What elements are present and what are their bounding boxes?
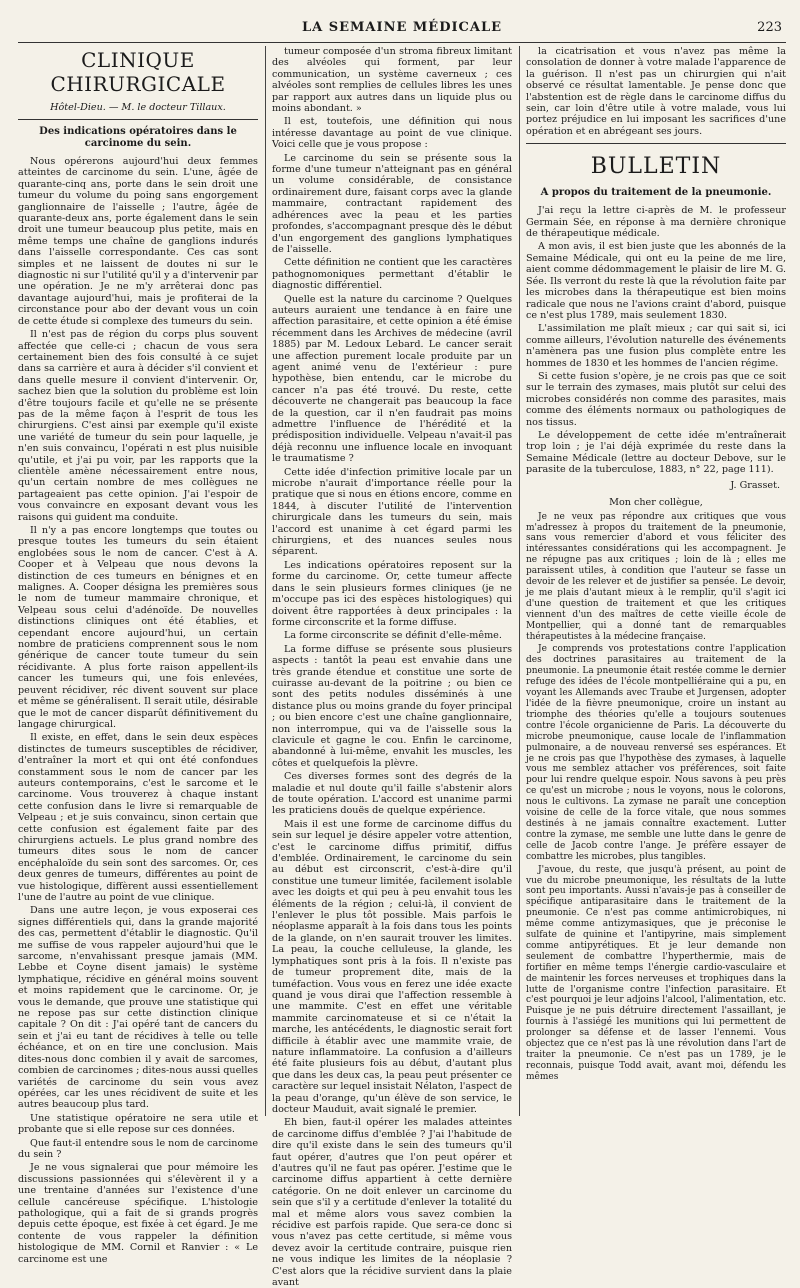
paragraph: Que faut-il entendre sous le nom de carcinome du sein ? <box>18 1137 258 1160</box>
bulletin-title: BULLETIN <box>590 154 722 180</box>
paragraph: tumeur composée d'un stroma fibreux limitant des alvéoles qui forment, par leur communication, un système caverneux ; ces alvéoles sont remplies de cellules libres les unes par rapport aux autres dans un liquide plus ou moins abondant. » <box>272 46 512 115</box>
paragraph: Il existe, en effet, dans le sein deux espèces distinctes de tumeurs susceptibles de récidiver, d'entraîner la mort et qui ont été confondues constamment sous le nom de cancer par les auteurs contemporains, c'est le sarcome et le carcinome. Vous trouverez à chaque instant cette confusion dans le livre si remarquable de Velpeau ; et je suis convaincu, sinon certain que cette confusion est également faite par des chirurgiens actuels. Le plus grand nombre des tumeurs dites sous le nom de cancer encéphaloïde du sein sont des sarcomes. Or, ces deux genres de tumeurs, différentes au point de vue histologique, diffèrent aussi essentiellement l'une de l'autre au point de vue clinique. <box>18 732 258 903</box>
paragraph: Cette définition ne contient que les caractères pathognomoniques permettant d'établir le diagnostic différentiel. <box>272 257 512 292</box>
paragraph: Quelle est la nature du carcinome ? Quelques auteurs auraient une tendance à en faire une affection parasitaire, et cette opinion a été émise récemment dans les Archives de médecine (avril 1885) par M. Ledoux Lebard. Le cancer serait une affection purement locale produite par un agent animé venu de l'extérieur : pure hypothèse, bien entendu, car le microbe du cancer n'a pas été trouvé. Du reste, cette découverte ne changerait pas beaucoup la face de la question, car il n'en faudrait pas moins admettre l'influence de l'hérédité et la prédisposition individuelle. Velpeau n'avait-il pas déjà reconnu une influence locale en invoquant le traumatisme ? <box>272 293 512 465</box>
column-1 <box>18 46 258 1265</box>
paragraph: Dans une autre leçon, je vous exposerai ces signes différentiels qui, dans la grande majorité des cas, permettent d'établir le diagnostic. Qu'il me suffise de vous rappeler aujourd'hui que le sarcome, n'envahissant presque jamais (MM. Lebbe et Coyne disent jamais) le système lymphatique, récidive en général moins souvent et moins rapidement que le carcinome. Or, je vous le demande, que prouve une statistique qui ne repose pas sur cette distinction clinique capitale ? On dit : J'ai opéré tant de cancers du sein et j'ai eu tant de récidives à telle ou telle échéance, et on en tire une conclusion. Mais dites-nous donc combien il y avait de sarcomes, combien de carcinomes ; dites-nous aussi quelles variétés de carcinome du sein vous avez opérées, car les unes récidivent de suite et les autres beaucoup plus tard. <box>18 905 258 1111</box>
signature: J. Grasset. <box>730 479 780 491</box>
section-title: CLINIQUE CHIRURGICALE <box>50 48 226 96</box>
paragraph: Je comprends vos protestations contre l'application des doctrines parasitaires au traitement de la pneumonie. La pneumonie était restée comme le dernier refuge des idées de l'école montpelliéraine qui a pu, en voyant les Allemands avec Traube et Jurgensen, adopter l'idée de la fièvre pneumonique, croire un instant au triomphe des théories qu'elle a toujours soutenues contre l'école organicienne de Paris. La découverte du microbe pneumonique, cause locale de l'inflammation pulmonaire, a de nouveau renversé ses espérances. Et je ne crois pas que l'hypothèse des zymases, à laquelle vous me semblez attacher vos préférences, soit faite pour lui rendre quelque espoir. Nous savons à peu près ce qu'est un microbe ; nous le voyons, nous le colorons, nous le cultivons. La zymase ne paraît une conception voisine de celle de la force vitale, que nous sommes destinés à ne jamais connaître exactement. Lutter contre la zymase, me semble une lutte dans le genre de celle de Jacob contre l'ange. Je préfère essayer de combattre les microbes, plus tangibles. <box>526 644 786 862</box>
paragraph: La forme circonscrite se définit d'elle-même. <box>284 630 502 642</box>
divider <box>526 143 786 144</box>
paragraph: Nous opérerons aujourd'hui deux femmes atteintes de carcinome du sein. L'une, âgée de quarante-cinq ans, porte dans le sein droit une tumeur du volume du poing sans engorgement ganglionnaire de l'aisselle ; l'autre, âgée de quarante-deux ans, porte également dans le sein droit une tumeur beaucoup plus petite, mais en même temps une chaîne de ganglions indurés dans l'aisselle correspondante. Ces cas sont simples et ne laissent de doutes ni sur le diagnostic ni sur l'utilité qu'il y a d'intervenir par une opération. Je ne m'y arrêterai donc pas davantage aujourd'hui, mais je profiterai de la circonstance pour abo der devant vous un coin de cette étude si complexe des tumeurs du sein. <box>18 156 258 327</box>
paragraph: A mon avis, il est bien juste que les abonnés de la Semaine Médicale, qui ont eu la peine de me lire, aient comme dédommagement le plaisir de lire M. G. Sée. Ils verront du reste là que la révolution faite par les microbes dans la thérapeutique est bien moins radicale que nous ne l'avions craint d'abord, puisque ce n'est plus 1789, mais seulement 1830. <box>526 241 786 321</box>
divider <box>18 119 258 120</box>
paragraph: Il n'y a pas encore longtemps que toutes ou presque toutes les tumeurs du sein étaient englobées sous le nom de cancer. C'est à A. Cooper et à Velpeau que nous devons la distinction de ces tumeurs en bénignes et en malignes. A. Cooper désigna les premières sous le nom de tumeur mammaire chronique, et Velpeau sous celui d'adénoïde. De nouvelles distinctions cliniques ont été établies, et cependant encore aujourd'hui, un certain nombre de praticiens comprennent sous le nom générique de cancer toute tumeur du sein récidivante. A plus forte raison appellent-ils cancer les tumeurs qui, une fois enlevées, peuvent récidiver, réc divent souvent sur place et même se généralisent. Il serait utile, désirable que le mot de cancer disparût définitivement du langage chirurgical. <box>18 525 258 730</box>
letter-body <box>526 512 786 1083</box>
running-header <box>18 16 786 43</box>
letter-greeting: Mon cher collègue, <box>609 496 703 508</box>
paragraph: L'assimilation me plaît mieux ; car qui sait si, ici comme ailleurs, l'évolution naturelle des événements n'amènera pas une fusion plus complète entre les hommes de 1830 et les hommes de l'ancien régime. <box>526 323 786 369</box>
paragraph: Il est, toutefois, une définition qui nous intéresse davantage au point de vue clinique. Voici celle que je vous propose : <box>272 116 512 151</box>
paragraph: Je ne vous signalerai que pour mémoire les discussions passionnées qui s'élevèrent il y a une trentaine d'années sur l'existence d'une cellule cancéreuse spécifique. L'histologie pathologique, qui a fait de si grands progrès depuis cette époque, est fixée à cet égard. Je me contente de vous rappeler la définition histologique de MM. Cornil et Ranvier : « Le carcinome est une <box>18 1162 258 1265</box>
bulletin-subtitle: A propos du traitement de la pneumonie. <box>540 187 772 199</box>
column-2 <box>272 46 512 1288</box>
column-divider <box>519 46 520 1116</box>
byline: Hôtel-Dieu. — M. le docteur Tillaux. <box>50 102 226 113</box>
paragraph: Les indications opératoires reposent sur la forme du carcinome. Or, cette tumeur affecte dans le sein plusieurs formes cliniques (je ne m'occupe pas ici des espèces histologiques) qui doivent être rapportées à deux principales : la forme circonscrite et la forme diffuse. <box>272 559 512 628</box>
paragraph: Ces diverses formes sont des degrés de la maladie et nul doute qu'il faille s'abstenir alors de toute opération. L'accord est unanime parmi les praticiens douës de quelque expérience. <box>272 771 512 817</box>
paragraph: J'avoue, du reste, que jusqu'à présent, au point de vue du microbe pneumonique, les résultats de la lutte sont peu importants. Aussi n'avais-je pas à conseiller de spécifique antiparasitaire dans le traitement de la pneumonie. Ce n'est pas comme antimicrobiques, ni même comme antizymasiques, que je préconise le sulfate de quinine et l'antipyrine, mais simplement comme antipyrétiques. Et je leur demande non seulement de combattre l'hyperthermie, mais de fortifier en même temps l'énergie cardio-vasculaire et de maintenir les forces nerveuses et trophiques dans la lutte de l'organisme contre l'infection parasitaire. Et c'est pourquoi je leur adjoins l'alcool, l'alimentation, etc. Puisque je ne puis détruire directement l'assaillant, je fournis à l'assiégé les munitions qui lui permettent de prolonger sa défense et de lasser l'ennemi. Vous objectez que ce n'est pas là une révolution dans l'art de traiter la pneumonie. Ce n'est pas un 1789, je le reconnais, puisque Todd avait, avant moi, défendu les mêmes <box>526 864 786 1082</box>
article-subtitle: Des indications opératoires dans le carcinome du sein. <box>39 126 237 149</box>
paragraph: Si cette fusion s'opère, je ne crois pas que ce soit sur le terrain des zymases, mais plutôt sur celui des microbes considérés non comme des parasites, mais comme des éléments normaux ou pathologiques de nos tissus. <box>526 370 786 428</box>
paragraph: J'ai reçu la lettre ci-après de M. le professeur Germain Sée, en réponse à ma dernière chronique de thérapeutique médicale. <box>526 205 786 240</box>
article-columns <box>18 46 786 1288</box>
journal-title: LA SEMAINE MÉDICALE <box>301 20 503 35</box>
paragraph: la cicatrisation et vous n'avez pas même la consolation de donner à votre malade l'apparence de la guérison. Il n'est pas un chirurgien qui n'ait observé ce résultat lamentable. Je pense donc que l'abstention est de règle dans le carcinome diffus du sein, car loin d'être utile à votre malade, vous lui portez préjudice en lui imposant les sacrifices d'une opération et en abrégeant ses jours. <box>526 46 786 137</box>
paragraph: Mais il est une forme de carcinome diffus du sein sur lequel je désire appeler votre attention, c'est le carcinome diffus primitif, diffus d'emblée. Ordinairement, le carcinome du sein au début est circonscrit, c'est-à-dire qu'il constitue une tumeur limitée, facilement isolable avec les doigts et qui peu à peu envahit tous les éléments de la région ; celui-là, il convient de l'enlever le plus tôt possible. Mais parfois le néoplasme apparaît à la fois dans tous les points de la glande, on n'en saurait trouver les limites. La peau, la couche celluleuse, la glande, les lymphatiques sont pris à la fois. Il n'existe pas de tumeur proprement dite, mais de la tuméfaction. Vous vous en ferez une idée exacte quand je vous dirai que l'affection ressemble à une mammite. C'est en effet une véritable mammite carcinomateuse et si ce n'était la marche, les antécédents, le diagnostic serait fort difficile à établir avec une mammite vraie, de nature inflammatoire. La confusion a d'ailleurs été faite plusieurs fois au début, d'autant plus que dans les deux cas, la peau peut présenter ce caractère sur lequel insistait Nélaton, l'aspect de la peau d'orange, qu'un élève de son service, le docteur Mauduit, avait signalé le premier. <box>272 818 512 1115</box>
paragraph: Il n'est pas de région du corps plus souvent affectée que celle-ci ; chacun de vous sera certainement bien des fois consulté à ce sujet dans sa carrière et aura à décider s'il convient et dans quelle mesure il convient d'intervenir. Or, sachez bien que la solution du problème est loin d'être toujours facile et qu'elle ne se présente pas de la même façon à l'esprit de tous les chirurgiens. C'est ainsi par exemple qu'il existe une variété de tumeur du sein pour laquelle, je n'en suis convaincu, l'opérati n est plus nuisible qu'utile, et j'ai pu voir, par les rapports que la clientèle amène nécessairement entre nous, qu'un certain nombre de mes collègues ne partageaient pas cette opinion. J'ai l'espoir de vous convaincre en exposant devant vous les raisons qui guident ma conduite. <box>18 329 258 523</box>
paragraph: Le carcinome du sein se présente sous la forme d'une tumeur n'atteignant pas en général un volume considérable, de consistance ordinairement dure, faisant corps avec la glande mammaire, contractant rapidement des adhérences avec la peau et les parties profondes, s'accompagnant presque dès le début d'un engorgement des ganglions lymphatiques de l'aisselle. <box>272 152 512 255</box>
paragraph: Une statistique opératoire ne sera utile et probante que si elle repose sur ces données. <box>18 1112 258 1136</box>
paragraph: Je ne veux pas répondre aux critiques que vous m'adressez à propos du traitement de la pneumonie, sans vous remercier d'abord et vous féliciter des intéressantes considérations qui les accompagnent. Je ne répugne pas aux critiques ; loin de là ; elles me paraissent utiles, à condition que l'auteur se fasse un devoir de les relever et de justifier sa pensée. Le devoir, je me plais d'autant mieux à le remplir, qu'il s'agit ici d'une question de traitement et que les critiques viennent d'un des maîtres de cette vieille école de Montpellier, qui a donné tant de remarquables thérapeutistes à la médecine française. <box>526 511 786 642</box>
paragraph: La forme diffuse se présente sous plusieurs aspects : tantôt la peau est envahie dans une très grande étendue et constitue une sorte de cuirasse au-devant de la poitrine ; ou bien ce sont des petits nodules disséminés à une distance plus ou moins grande du foyer principal ; ou bien encore c'est une chaîne ganglionnaire, non interrompue, qui va de l'aisselle sous la clavicule et gagne le cou. Enfin le carcinome, abandonné à lui-même, envahit les muscles, les côtes et quelquefois la plèvre. <box>272 643 512 769</box>
paragraph: Eh bien, faut-il opérer les malades atteintes de carcinome diffus d'emblée ? J'ai l'habitude de dire qu'il existe dans le sein des tumeurs qu'il faut opérer, d'autres que l'on peut opérer et d'autres qu'il ne faut pas opérer. J'estime que le carcinome diffus appartient à cette dernière catégorie. On ne doit enlever un carcinome du sein que s'il y a certitude d'enlever la totalité du mal et même alors vous savez combien la récidive est parfois rapide. Que sera-ce donc si vous n'avez pas cette certitude, si même vous devez avoir la certitude contraire, puisque rien ne vous indique les limites de la néoplasie ? C'est alors que la récidive survient dans la plaie avant <box>272 1117 512 1288</box>
page-number: 223 <box>757 20 782 35</box>
column-divider <box>265 46 266 1116</box>
paragraph: Cette idée d'infection primitive locale par un microbe n'aurait d'importance réelle pour la pratique que si nous en étions encore, comme en 1844, à discuter l'utilité de l'intervention chirurgicale dans les tumeurs du sein, mais l'accord est unanime à cet égard parmi les chirurgiens, et des nuances seules nous séparent. <box>272 466 512 558</box>
journal-page <box>18 16 786 1288</box>
column-3 <box>526 46 786 1116</box>
paragraph: Le développement de cette idée m'entraînerait trop loin ; je l'ai déjà exprimée du reste dans la Semaine Médicale (lettre au docteur Debove, sur le parasite de la tuberculose, 1883, n° 22, page 111). <box>526 429 786 476</box>
